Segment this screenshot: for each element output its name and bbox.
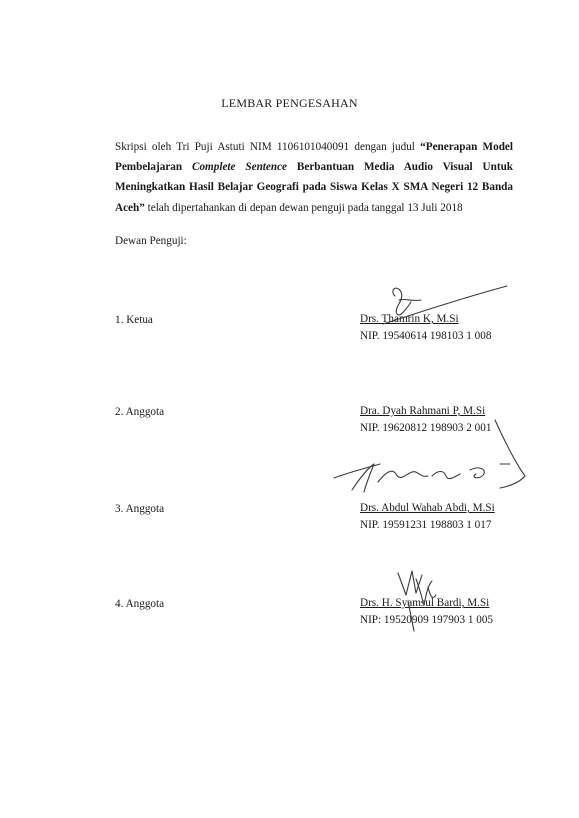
examiner-1-name: Drs. Thamrin K, M.Si xyxy=(360,313,459,325)
thesis-title-part-2: Berbantuan Media Audio Visual Untuk Meningkatkan Hasil Belajar Geografi pada Siswa Kelas X SMA Negeri 12 Banda Aceh” xyxy=(115,161,514,214)
examiner-1-role: 1. Ketua xyxy=(115,314,153,326)
examiner-4-name: Drs. H. Syamsul Bardi, M.Si xyxy=(360,597,490,609)
examiner-3-nip: NIP. 19591231 198803 1 017 xyxy=(360,519,492,531)
examiner-2-name: Dra. Dyah Rahmani P, M.Si xyxy=(360,405,486,417)
examiner-2-role: 2. Anggota xyxy=(115,406,165,418)
page-title: LEMBAR PENGESAHAN xyxy=(221,96,358,110)
examiner-2-nip: NIP. 19620812 198903 2 001 xyxy=(360,422,492,434)
thesis-title-italic: Complete Sentence xyxy=(192,161,288,174)
approval-statement xyxy=(115,137,513,218)
examiner-3-name: Drs. Abdul Wahab Abdi, M.Si xyxy=(360,502,495,514)
examiner-4-nip: NIP: 19520909 197903 1 005 xyxy=(360,614,494,626)
thesis-title-part-1: “Penerapan Model Pembelajaran xyxy=(115,141,513,174)
examiner-4-role: 4. Anggota xyxy=(115,598,165,610)
examiner-3-role: 3. Anggota xyxy=(115,503,165,515)
statement-intro: Skripsi oleh Tri Puji Astuti NIM 1106101040091 dengan judul xyxy=(115,141,421,153)
examiner-2-signature xyxy=(320,412,550,497)
examiner-3-block xyxy=(360,500,495,534)
examiner-4-signature xyxy=(392,565,452,635)
board-label: Dewan Penguji: xyxy=(115,235,187,247)
examiner-1-nip: NIP. 19540614 198103 1 008 xyxy=(360,330,492,342)
examiner-1-signature xyxy=(375,278,515,328)
statement-outro: telah dipertahankan di depan dewan penguji pada tanggal 13 Juli 2018 xyxy=(144,201,463,214)
